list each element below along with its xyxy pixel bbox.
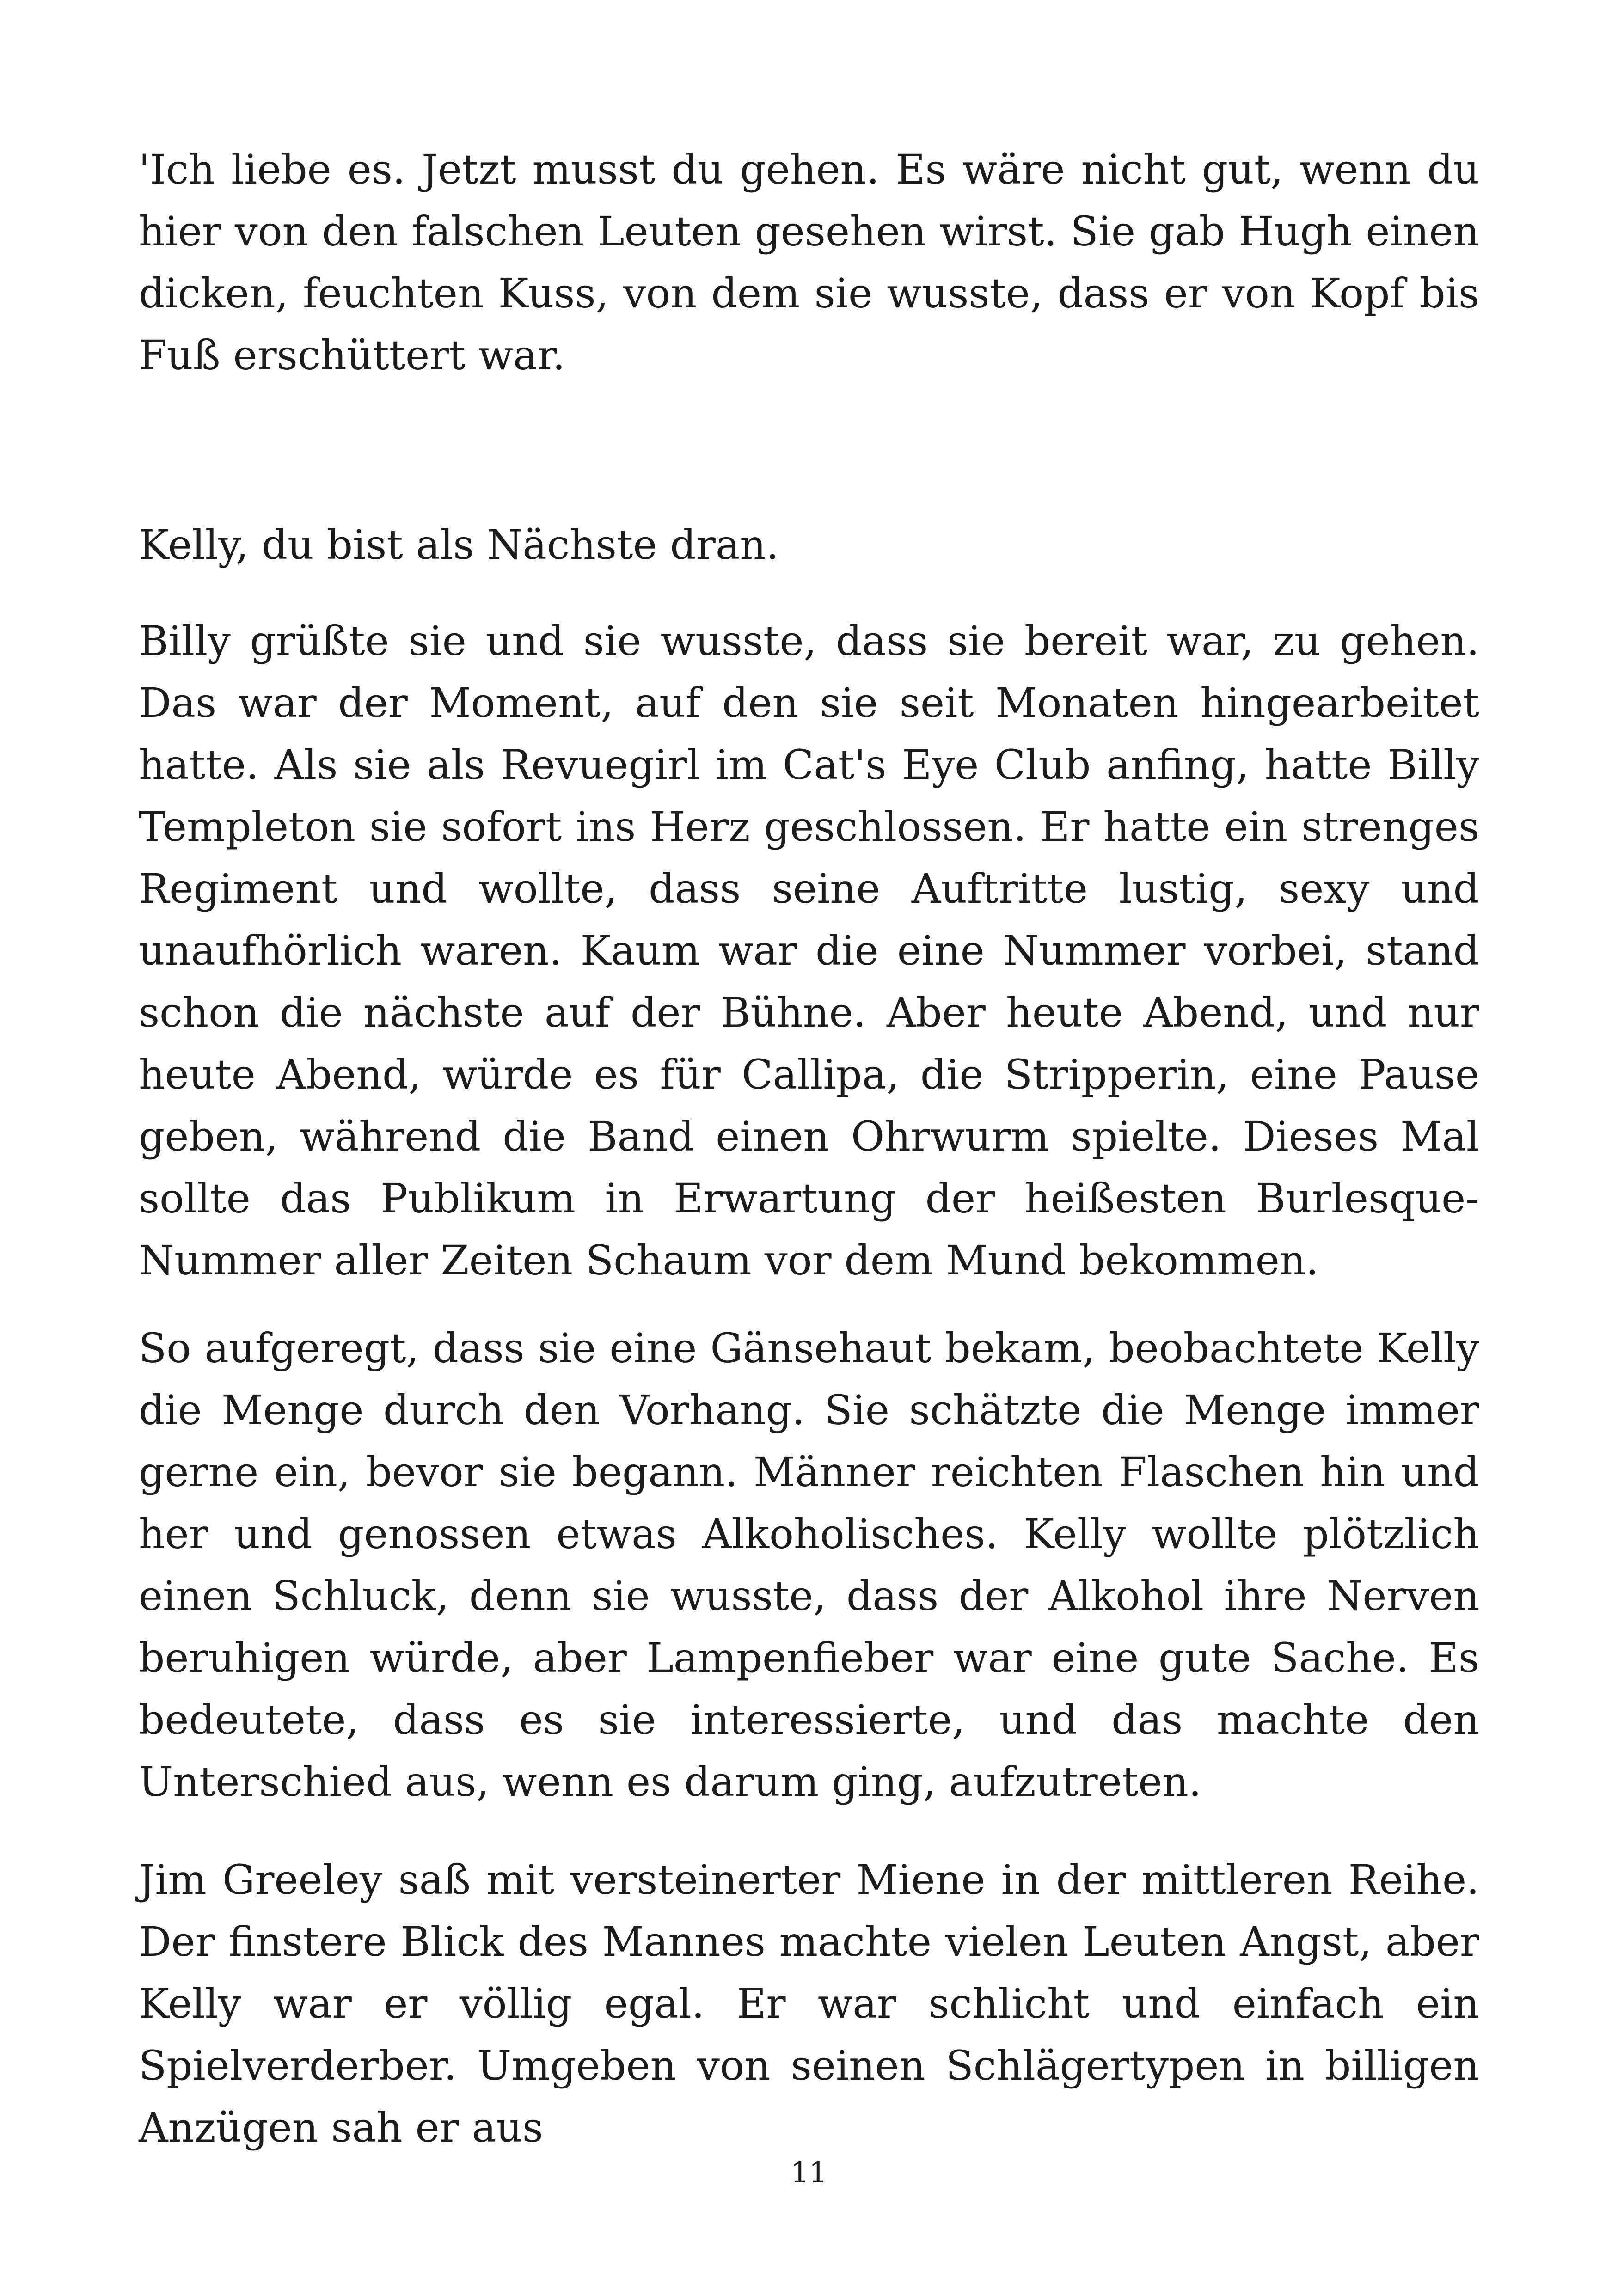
paragraph-text: Jim Greeley saß mit versteinerter Miene in der mittleren Reihe. Der finstere Blick des Mannes machte vielen Leuten Angst, aber Kelly war er völlig egal. Er war schlicht und einfach ein Spielverderber. Umgeben von seinen Schlägertypen in billigen Anzügen sah er aus [139,1856,1479,2151]
paragraph [139,610,1479,1292]
paragraph-text: Kelly, du bist als Nächste dran. [139,521,779,569]
paragraph [139,139,1479,386]
paragraph-text: 'Ich liebe es. Jetzt musst du gehen. Es wäre nicht gut, wenn du hier von den falschen Leuten gesehen wirst. Sie gab Hugh einen dicken, feuchten Kuss, von dem sie wusste, dass er von Kopf bis Fuß erschüttert war. [139,146,1479,379]
page-number: 11 [791,2155,827,2189]
paragraph-text: Billy grüßte sie und sie wusste, dass sie bereit war, zu gehen. Das war der Moment, auf den sie seit Monaten hingearbeitet hatte. Als sie als Revuegirl im Cat's Eye Club anfing, hatte Billy Templeton sie sofort ins Herz geschlossen. Er hatte ein strenges Regiment und wollte, dass seine Auftritte lustig, sexy und unaufhörlich waren. Kaum war die eine Nummer vorbei, stand schon die nächste auf der Bühne. Aber heute Abend, und nur heute Abend, würde es für Callipa, die Stripperin, eine Pause geben, während die Band einen Ohrwurm spielte. Dieses Mal sollte das Publikum in Erwartung der heißesten Burlesque-Nummer aller Zeiten Schaum vor dem Mund bekommen. [139,617,1479,1284]
paragraph [139,514,1479,576]
paragraph-text: So aufgeregt, dass sie eine Gänsehaut bekam, beobachtete Kelly die Menge durch den Vorhang. Sie schätzte die Menge immer gerne ein, bevor sie begann. Männer reichten Flaschen hin und her und genossen etwas Alkoholisches. Kelly wollte plötzlich einen Schluck, denn sie wusste, dass der Alkohol ihre Nerven beruhigen würde, aber Lampenfieber war eine gute Sache. Es bedeutete, dass es sie interessierte, und das machte den Unterschied aus, wenn es darum ging, aufzutreten. [139,1324,1479,1806]
paragraph [139,1849,1479,2159]
paragraph [139,1317,1479,1813]
